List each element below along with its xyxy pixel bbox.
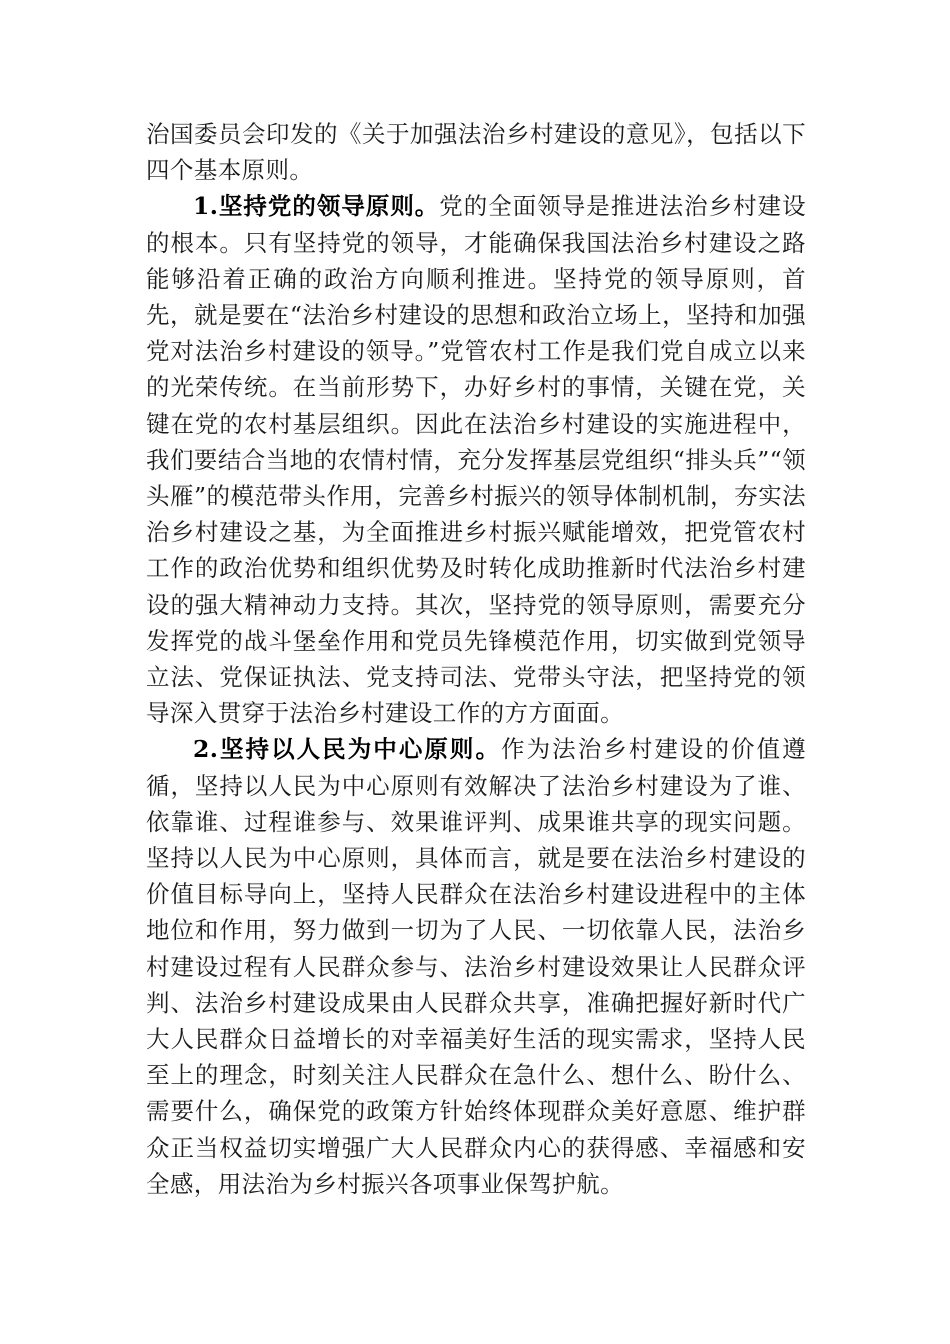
paragraph-intro <box>146 116 806 188</box>
paragraph-party-leadership <box>146 188 806 731</box>
paragraph-people-centered <box>146 731 806 1202</box>
document-body <box>146 116 806 1202</box>
paragraph-text: 治国委员会印发的《关于加强法治乡村建设的意见》，包括以下四个基本原则。 <box>146 120 806 185</box>
section-heading: 2.坚持以人民为中心原则。 <box>193 735 502 764</box>
section-heading: 1.坚持党的领导原则。 <box>193 192 440 221</box>
paragraph-text: 作为法治乡村建设的价值遵循，坚持以人民为中心原则有效解决了法治乡村建设为了谁、依靠谁、过程谁参与、效果谁评判、成果谁共享的现实问题。坚持以人民为中心原则，具体而言，就是要在法治乡村建设的价值目标导向上，坚持人民群众在法治乡村建设进程中的主体地位和作用，努力做到一切为了人民、一切依靠人民，法治乡村建设过程有人民群众参与、法治乡村建设效果让人民群众评判、法治乡村建设成果由人民群众共享，准确把握好新时代广大人民群众日益增长的对幸福美好生活的现实需求，坚持人民至上的理念，时刻关注人民群众在急什么、想什么、盼什么、需要什么，确保党的政策方针始终体现群众美好意愿、维护群众正当权益切实增强广大人民群众内心的获得感、幸福感和安全感，用法治为乡村振兴各项事业保驾护航。 <box>146 735 806 1198</box>
paragraph-text: 党的全面领导是推进法治乡村建设的根本。只有坚持党的领导，才能确保我国法治乡村建设之路能够沿着正确的政治方向顺利推进。坚持党的领导原则，首先，就是要在“法治乡村建设的思想和政治立场上，坚持和加强党对法治乡村建设的领导。”党管农村工作是我们党自成立以来的光荣传统。在当前形势下，办好乡村的事情，关键在党，关键在党的农村基层组织。因此在法治乡村建设的实施进程中，我们要结合当地的农情村情，充分发挥基层党组织“排头兵”“领头雁”的模范带头作用，完善乡村振兴的领导体制机制，夯实法治乡村建设之基，为全面推进乡村振兴赋能增效，把党管农村工作的政治优势和组织优势及时转化成助推新时代法治乡村建设的强大精神动力支持。其次，坚持党的领导原则，需要充分发挥党的战斗堡垒作用和党员先锋模范作用，切实做到党领导立法、党保证执法、党支持司法、党带头守法，把坚持党的领导深入贯穿于法治乡村建设工作的方方面面。 <box>146 192 806 728</box>
